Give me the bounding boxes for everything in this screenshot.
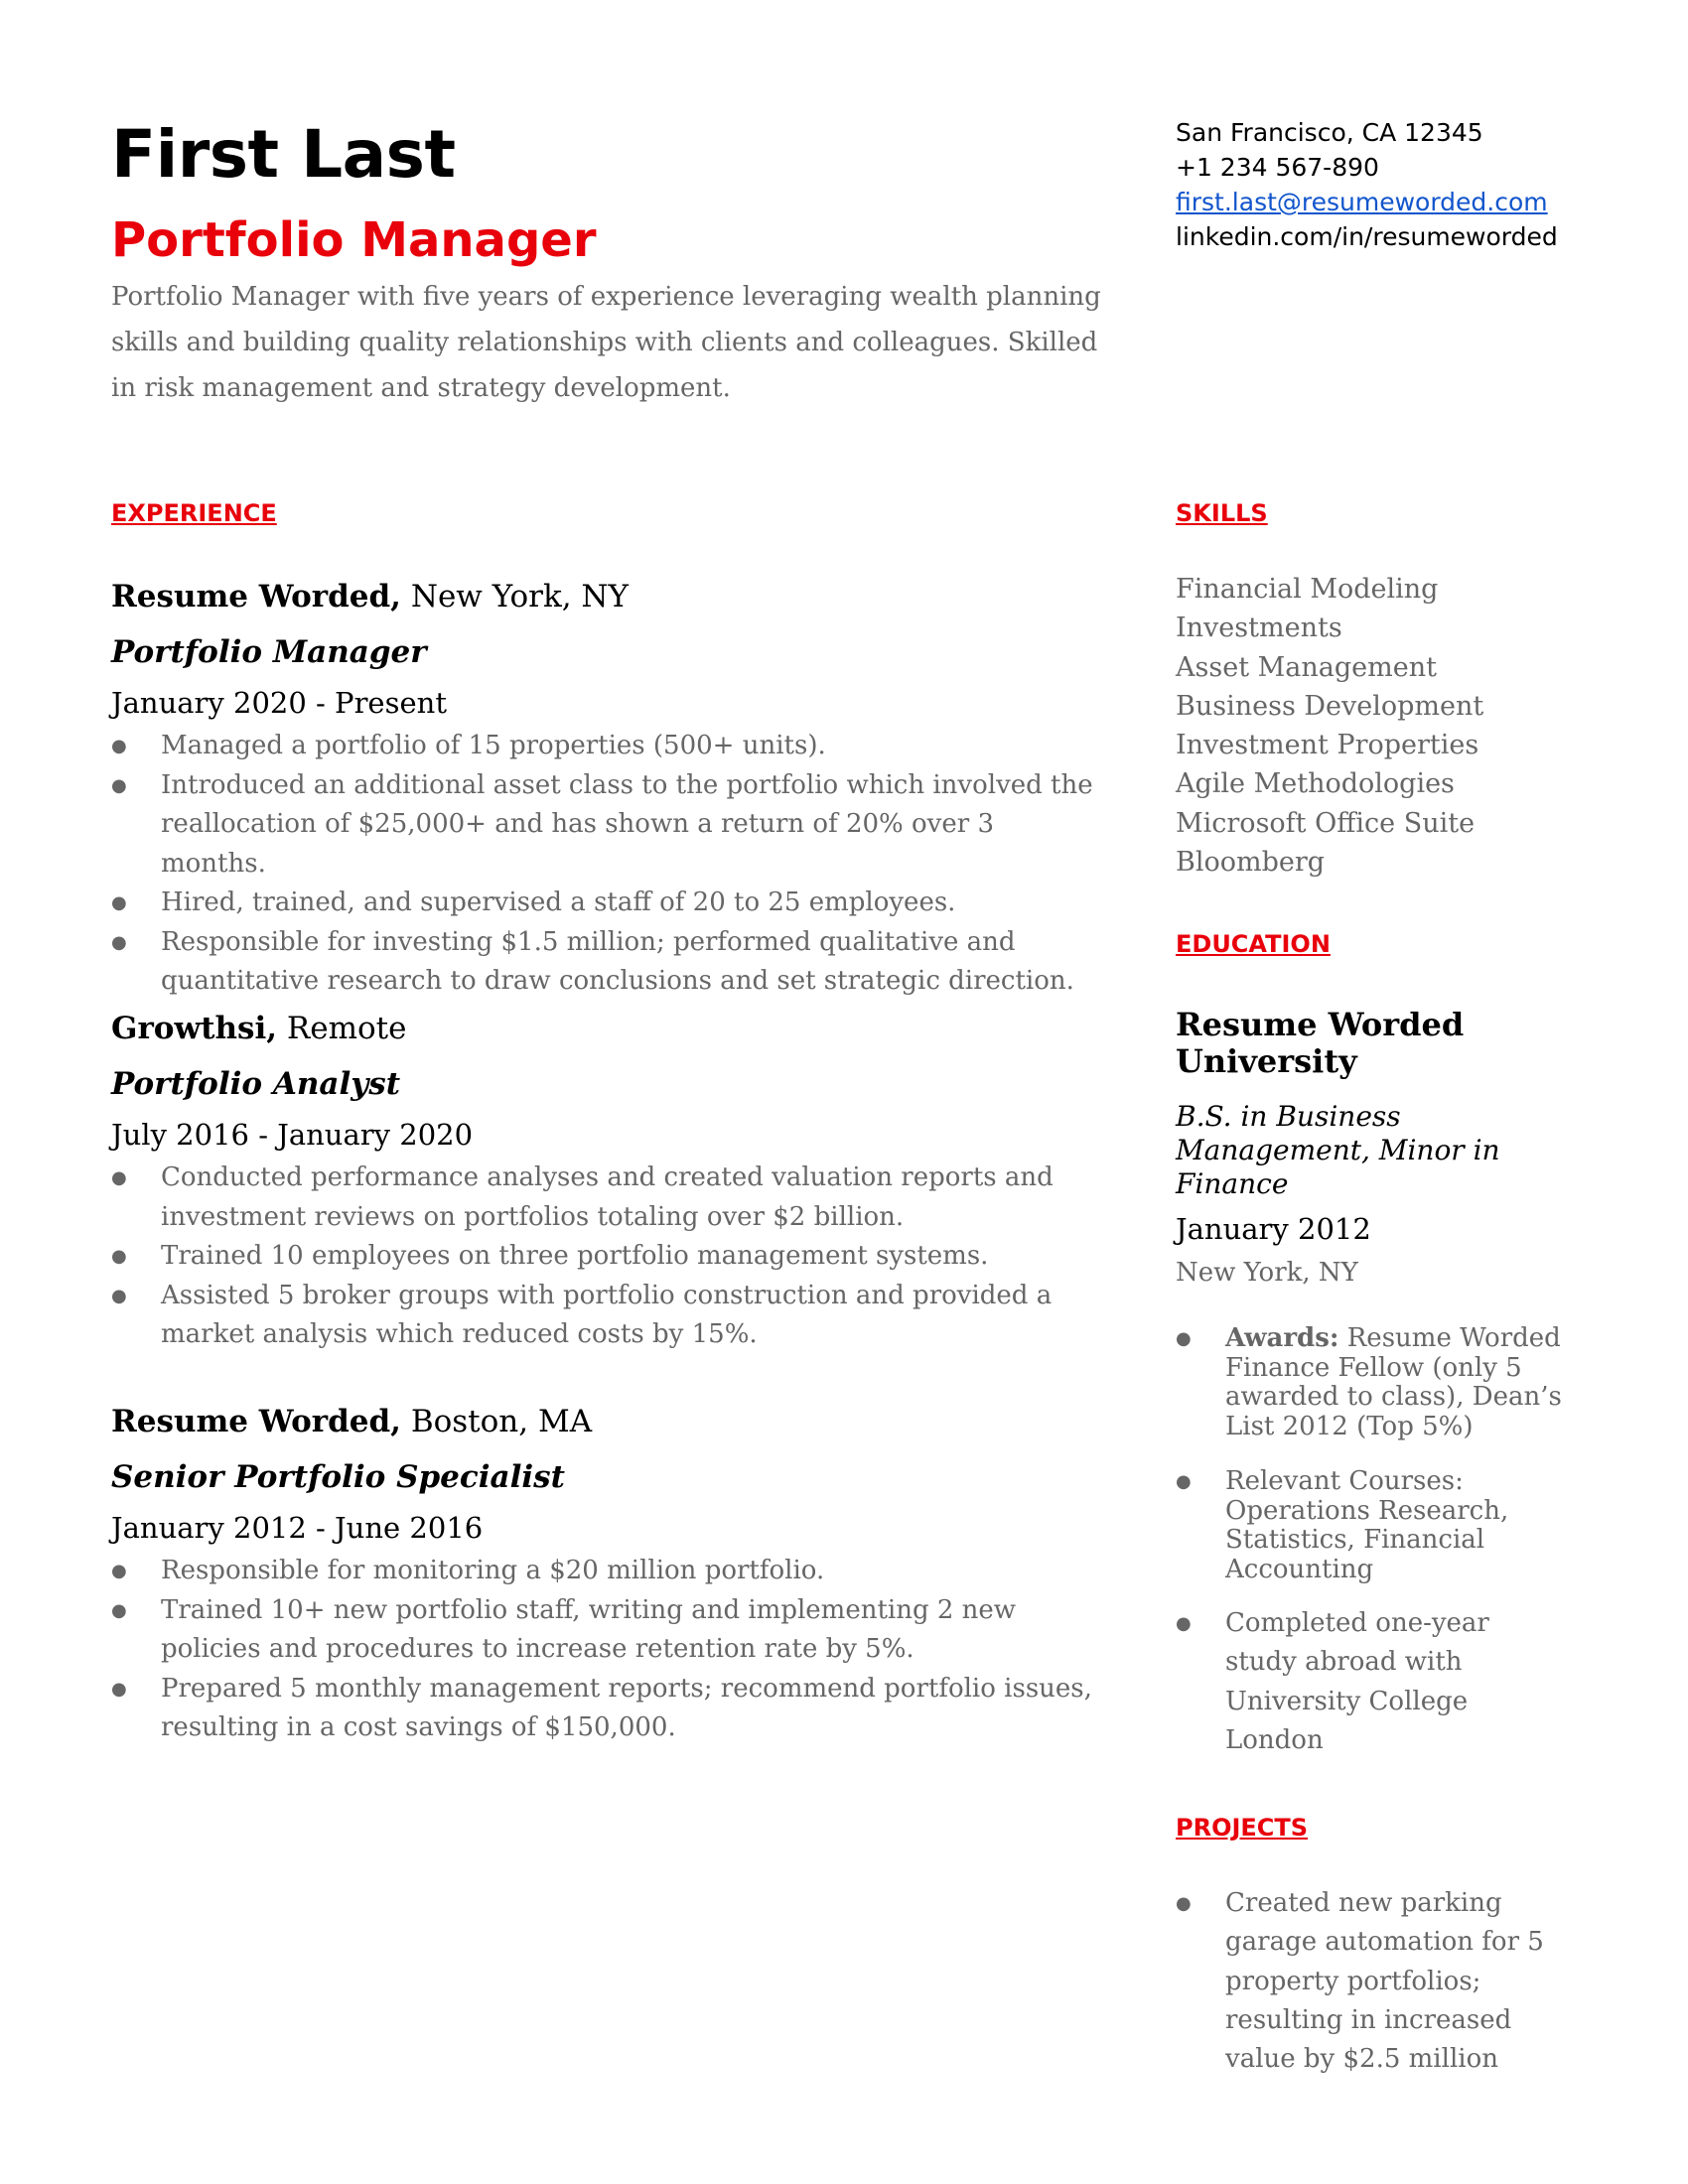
job-bullet: ● Assisted 5 broker groups with portfolio construction and provided a market analysis which reduced costs by 15%. xyxy=(111,1277,1104,1355)
job-company: Growthsi, xyxy=(111,1011,278,1046)
contact-linkedin: linkedin.com/in/resumeworded xyxy=(1176,222,1558,251)
job-dates: July 2016 - January 2020 xyxy=(111,1118,474,1152)
job-title: Senior Portfolio Specialist xyxy=(111,1459,565,1495)
job-bullet: ● Managed a portfolio of 15 properties (500+ units). xyxy=(111,727,1104,766)
project-bullet: ● Created new parking garage automation for 5 property portfolios; resulting in increased value by $2.5 million xyxy=(1176,1884,1563,2079)
contact-phone: +1 234 567-890 xyxy=(1176,153,1379,182)
education-school: Resume Worded University xyxy=(1176,1006,1465,1080)
job-location: New York, NY xyxy=(410,579,630,614)
job-bullets xyxy=(111,1552,1104,1748)
job-title: Portfolio Analyst xyxy=(111,1066,401,1102)
summary: Portfolio Manager with five years of experience leveraging wealth planning skills and building quality relationships with clients and colleagues. Skilled in risk management and strategy development. xyxy=(111,282,1101,403)
skill-item: Microsoft Office Suite xyxy=(1176,807,1476,839)
projects-list xyxy=(1176,1884,1563,2079)
awards-text: Resume Worded Finance Fellow (only 5 awarded to class), Dean’s List 2012 (Top 5%) xyxy=(1225,1323,1562,1441)
candidate-name: First Last xyxy=(111,116,456,193)
job-entry xyxy=(111,1401,1104,1748)
skills-list xyxy=(1176,570,1563,882)
job-company: Resume Worded, xyxy=(111,1404,401,1439)
skill-item: Asset Management xyxy=(1176,651,1437,683)
contact-block xyxy=(1176,115,1558,254)
job-company-line xyxy=(111,1401,1104,1456)
experience-heading: EXPERIENCE xyxy=(111,499,277,527)
job-company-line xyxy=(111,1008,1104,1063)
job-bullet: ● Prepared 5 monthly management reports; recommend portfolio issues, resulting in a cost savings of $150,000. xyxy=(111,1670,1104,1748)
projects-heading: PROJECTS xyxy=(1176,1814,1309,1842)
education-bullet xyxy=(1176,1324,1563,1441)
job-dates: January 2020 - Present xyxy=(111,686,447,720)
job-bullet: ● Responsible for investing $1.5 million; performed qualitative and quantitative research to draw conclusions and set strategic direction. xyxy=(111,923,1104,1002)
contact-email-link[interactable]: first.last@resumeworded.com xyxy=(1176,188,1548,216)
job-bullet: ● Introduced an additional asset class to the portfolio which involved the reallocation of $25,000+ and has shown a return of 20% over 3 months. xyxy=(111,766,1104,885)
skills-heading: SKILLS xyxy=(1176,499,1268,527)
job-bullet: ● Responsible for monitoring a $20 million portfolio. xyxy=(111,1552,1104,1591)
awards-label: Awards: xyxy=(1225,1323,1339,1353)
job-bullets xyxy=(111,1159,1104,1355)
job-bullet: ● Trained 10 employees on three portfolio management systems. xyxy=(111,1237,1104,1277)
education-location: New York, NY xyxy=(1176,1258,1358,1288)
job-bullet: ● Trained 10+ new portfolio staff, writing and implementing 2 new policies and procedures to increase retention rate by 5%. xyxy=(111,1591,1104,1670)
education-bullet: ● Completed one-year study abroad with University College London xyxy=(1176,1604,1563,1760)
education-heading: EDUCATION xyxy=(1176,930,1331,958)
education-bullet: ● Relevant Courses: Operations Research, Statistics, Financial Accounting xyxy=(1176,1467,1563,1584)
job-entry xyxy=(111,576,1104,1002)
skill-item: Business Development xyxy=(1176,690,1484,722)
skill-item: Investments xyxy=(1176,613,1342,644)
education-date: January 2012 xyxy=(1176,1212,1371,1246)
education-block xyxy=(1176,1007,1563,1293)
job-company: Resume Worded, xyxy=(111,579,401,614)
job-title: Portfolio Manager xyxy=(111,634,427,670)
job-bullet: ● Hired, trained, and supervised a staff of 20 to 25 employees. xyxy=(111,884,1104,923)
skill-item: Agile Methodologies xyxy=(1176,768,1455,800)
skill-item: Investment Properties xyxy=(1176,730,1479,761)
job-location: Remote xyxy=(286,1011,407,1046)
job-bullets xyxy=(111,727,1104,1002)
job-location: Boston, MA xyxy=(410,1404,593,1439)
education-degree: B.S. in Business Management, Minor in Finance xyxy=(1176,1100,1500,1200)
skill-item: Financial Modeling xyxy=(1176,574,1439,605)
contact-location: San Francisco, CA 12345 xyxy=(1176,118,1483,147)
skill-item: Bloomberg xyxy=(1176,847,1326,879)
job-entry xyxy=(111,1008,1104,1355)
job-bullet: ● Conducted performance analyses and created valuation reports and investment reviews on portfolios totaling over $2 billion. xyxy=(111,1159,1104,1237)
job-dates: January 2012 - June 2016 xyxy=(111,1511,484,1545)
job-company-line xyxy=(111,576,1104,631)
candidate-role: Portfolio Manager xyxy=(111,212,597,268)
education-bullets xyxy=(1176,1324,1563,1760)
